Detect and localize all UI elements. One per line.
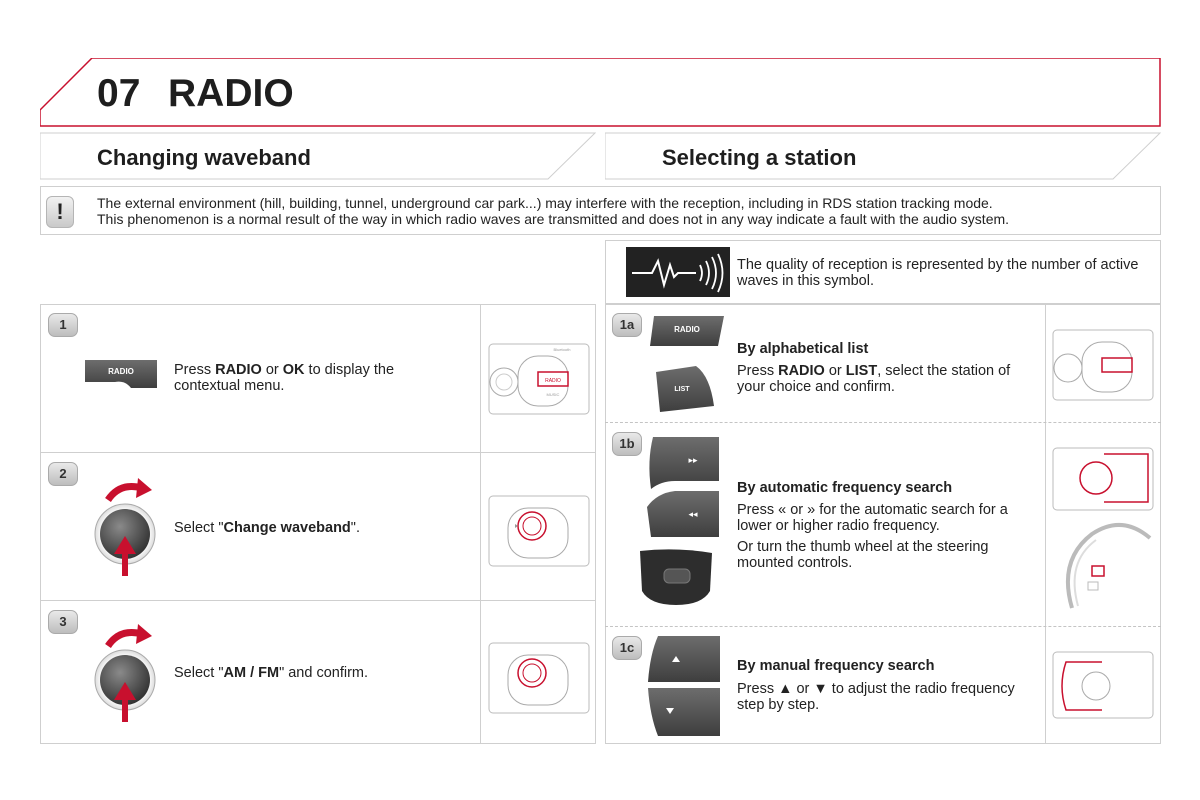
step-2-text: Select "Change waveband". bbox=[174, 520, 360, 536]
section-header-right bbox=[605, 132, 1161, 180]
step-badge-1c: 1c bbox=[612, 636, 642, 660]
section-title-selecting-station: Selecting a station bbox=[662, 145, 857, 170]
control-panel-illustration-radio bbox=[488, 334, 590, 418]
radio-button-label: RADIO bbox=[674, 325, 700, 334]
control-panel-illustration-seek bbox=[1052, 444, 1154, 512]
step-badge-1b: 1b bbox=[612, 432, 642, 456]
radio-button-label: RADIO bbox=[108, 367, 134, 376]
seek-back-icon: « bbox=[778, 502, 787, 518]
step-1a-text: Press RADIO or LIST, select the station of your choice and confirm. bbox=[737, 363, 1011, 395]
control-panel-illustration-knob bbox=[488, 486, 590, 570]
step-badge-2: 2 bbox=[48, 462, 78, 486]
step-1-text: Press RADIO or OK to display the contextual menu. bbox=[174, 362, 395, 394]
warning-line-2: This phenomenon is a normal result of the way in which radio waves are transmitted and does not in any way indicate a fault with the audio system. bbox=[97, 211, 1010, 227]
chapter-title: RADIO bbox=[168, 72, 294, 115]
warning-exclamation-icon: ! bbox=[46, 196, 74, 228]
panel-music-label: MUSIC bbox=[546, 392, 560, 397]
heading-alphabetical-list: By alphabetical list bbox=[737, 341, 869, 357]
reception-text: The quality of reception is represented by the number of active waves in this symbol. bbox=[737, 257, 1139, 289]
left-row-divider-1 bbox=[40, 452, 596, 453]
seek-forward-icon: » bbox=[807, 502, 816, 518]
step-1b-text: Press « or » for the automatic search for a lower or higher radio frequency. bbox=[737, 502, 1008, 534]
heading-manual-frequency-search: By manual frequency search bbox=[737, 658, 935, 674]
control-panel-illustration-radio bbox=[1052, 320, 1154, 404]
up-down-buttons-image bbox=[648, 636, 720, 736]
list-button-label: LIST bbox=[674, 386, 690, 393]
steering-wheel-illustration bbox=[1052, 520, 1154, 612]
step-badge-3: 3 bbox=[48, 610, 78, 634]
svg-text:◂◂: ◂◂ bbox=[688, 510, 698, 520]
warning-line-1: The external environment (hill, building, tunnel, underground car park...) may interfere with the reception, including in RDS station tracking mode. bbox=[97, 195, 993, 211]
control-panel-illustration-manual bbox=[1052, 648, 1154, 722]
svg-text:▸▸: ▸▸ bbox=[688, 456, 698, 466]
rotary-knob-press-icon bbox=[90, 620, 162, 726]
radio-button-image bbox=[85, 358, 157, 390]
steering-thumb-wheel-image bbox=[636, 547, 716, 607]
step-badge-1a: 1a bbox=[612, 313, 642, 337]
right-panel-divider bbox=[1045, 304, 1046, 744]
list-button-image bbox=[656, 366, 714, 412]
right-row-divider-2 bbox=[605, 626, 1161, 627]
section-header-left bbox=[40, 132, 596, 180]
panel-bluetooth-label: Bluetooth bbox=[553, 347, 571, 352]
left-row-divider-2 bbox=[40, 600, 596, 601]
warning-text bbox=[97, 195, 1009, 227]
step-1b-text-2: Or turn the thumb wheel at the steering mounted controls. bbox=[737, 539, 989, 571]
step-badge-1: 1 bbox=[48, 313, 78, 337]
chapter-number: 07 bbox=[97, 72, 141, 115]
step-3-text: Select "AM / FM" and confirm. bbox=[174, 665, 369, 681]
radio-button-image bbox=[650, 316, 724, 348]
reception-waves-icon bbox=[626, 247, 730, 297]
rotary-knob-press-icon bbox=[90, 474, 162, 580]
arrow-down-icon: ▼ bbox=[813, 681, 828, 697]
panel-radio-label: RADIO bbox=[545, 378, 561, 384]
control-panel-illustration-knob bbox=[488, 633, 590, 717]
seek-buttons-image bbox=[645, 437, 719, 537]
section-title-changing-waveband: Changing waveband bbox=[97, 145, 311, 170]
left-panel-divider bbox=[480, 304, 481, 744]
heading-automatic-frequency-search: By automatic frequency search bbox=[737, 480, 953, 496]
arrow-up-icon: ▲ bbox=[778, 681, 793, 697]
step-1c-text: Press ▲ or ▼ to adjust the radio frequency step by step. bbox=[737, 681, 1015, 713]
right-row-divider-1 bbox=[605, 422, 1161, 423]
